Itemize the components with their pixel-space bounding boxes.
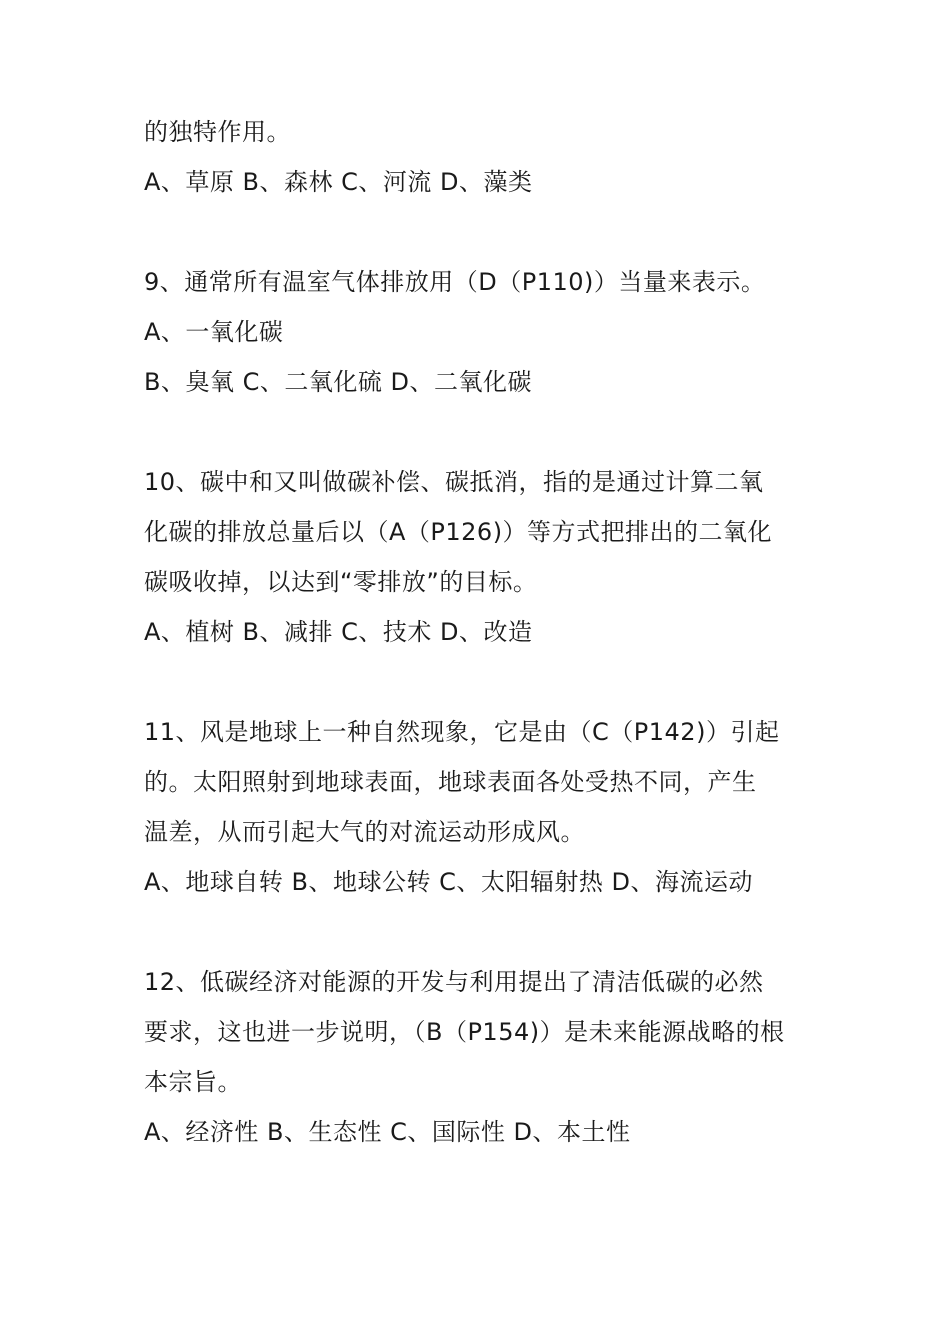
spacer — [144, 907, 814, 957]
question-8-options: A、草原 B、森林 C、河流 D、藻类 — [144, 168, 533, 196]
question-12-stem-line-1: 12、低碳经济对能源的开发与利用提出了清洁低碳的必然 — [144, 968, 764, 996]
question-8-stem-tail: 的独特作用。 — [144, 118, 291, 146]
question-11-stem-line-2: 的。太阳照射到地球表面，地球表面各处受热不同，产生 — [144, 768, 757, 796]
question-10-options: A、植树 B、减排 C、技术 D、改造 — [144, 618, 533, 646]
question-list — [144, 107, 814, 1157]
question-10-stem-line-1: 10、碳中和又叫做碳补偿、碳抵消，指的是通过计算二氧 — [144, 468, 764, 496]
spacer — [144, 407, 814, 457]
question-11-stem-line-3: 温差，从而引起大气的对流运动形成风。 — [144, 818, 585, 846]
question-11-stem-line-1: 11、风是地球上一种自然现象，它是由（C（P142)）引起 — [144, 718, 780, 746]
question-9-options-bcd: B、臭氧 C、二氧化硫 D、二氧化碳 — [144, 368, 532, 396]
question-11 — [144, 707, 814, 907]
question-12 — [144, 957, 814, 1157]
question-12-stem-line-2: 要求，这也进一步说明，（B（P154)）是未来能源战略的根 — [144, 1018, 785, 1046]
question-8 — [144, 107, 814, 207]
spacer — [144, 207, 814, 257]
question-11-options: A、地球自转 B、地球公转 C、太阳辐射热 D、海流运动 — [144, 868, 754, 896]
spacer — [144, 657, 814, 707]
question-10 — [144, 457, 814, 657]
question-10-stem-line-3: 碳吸收掉，以达到“零排放”的目标。 — [144, 568, 538, 596]
question-9-option-a: A、一氧化碳 — [144, 318, 284, 346]
question-9-stem: 9、通常所有温室气体排放用（D（P110)）当量来表示。 — [144, 268, 766, 296]
question-9 — [144, 257, 814, 407]
question-12-options: A、经济性 B、生态性 C、国际性 D、本土性 — [144, 1118, 631, 1146]
question-12-stem-line-3: 本宗旨。 — [144, 1068, 242, 1096]
question-10-stem-line-2: 化碳的排放总量后以（A（P126)）等方式把排出的二氧化 — [144, 518, 773, 546]
